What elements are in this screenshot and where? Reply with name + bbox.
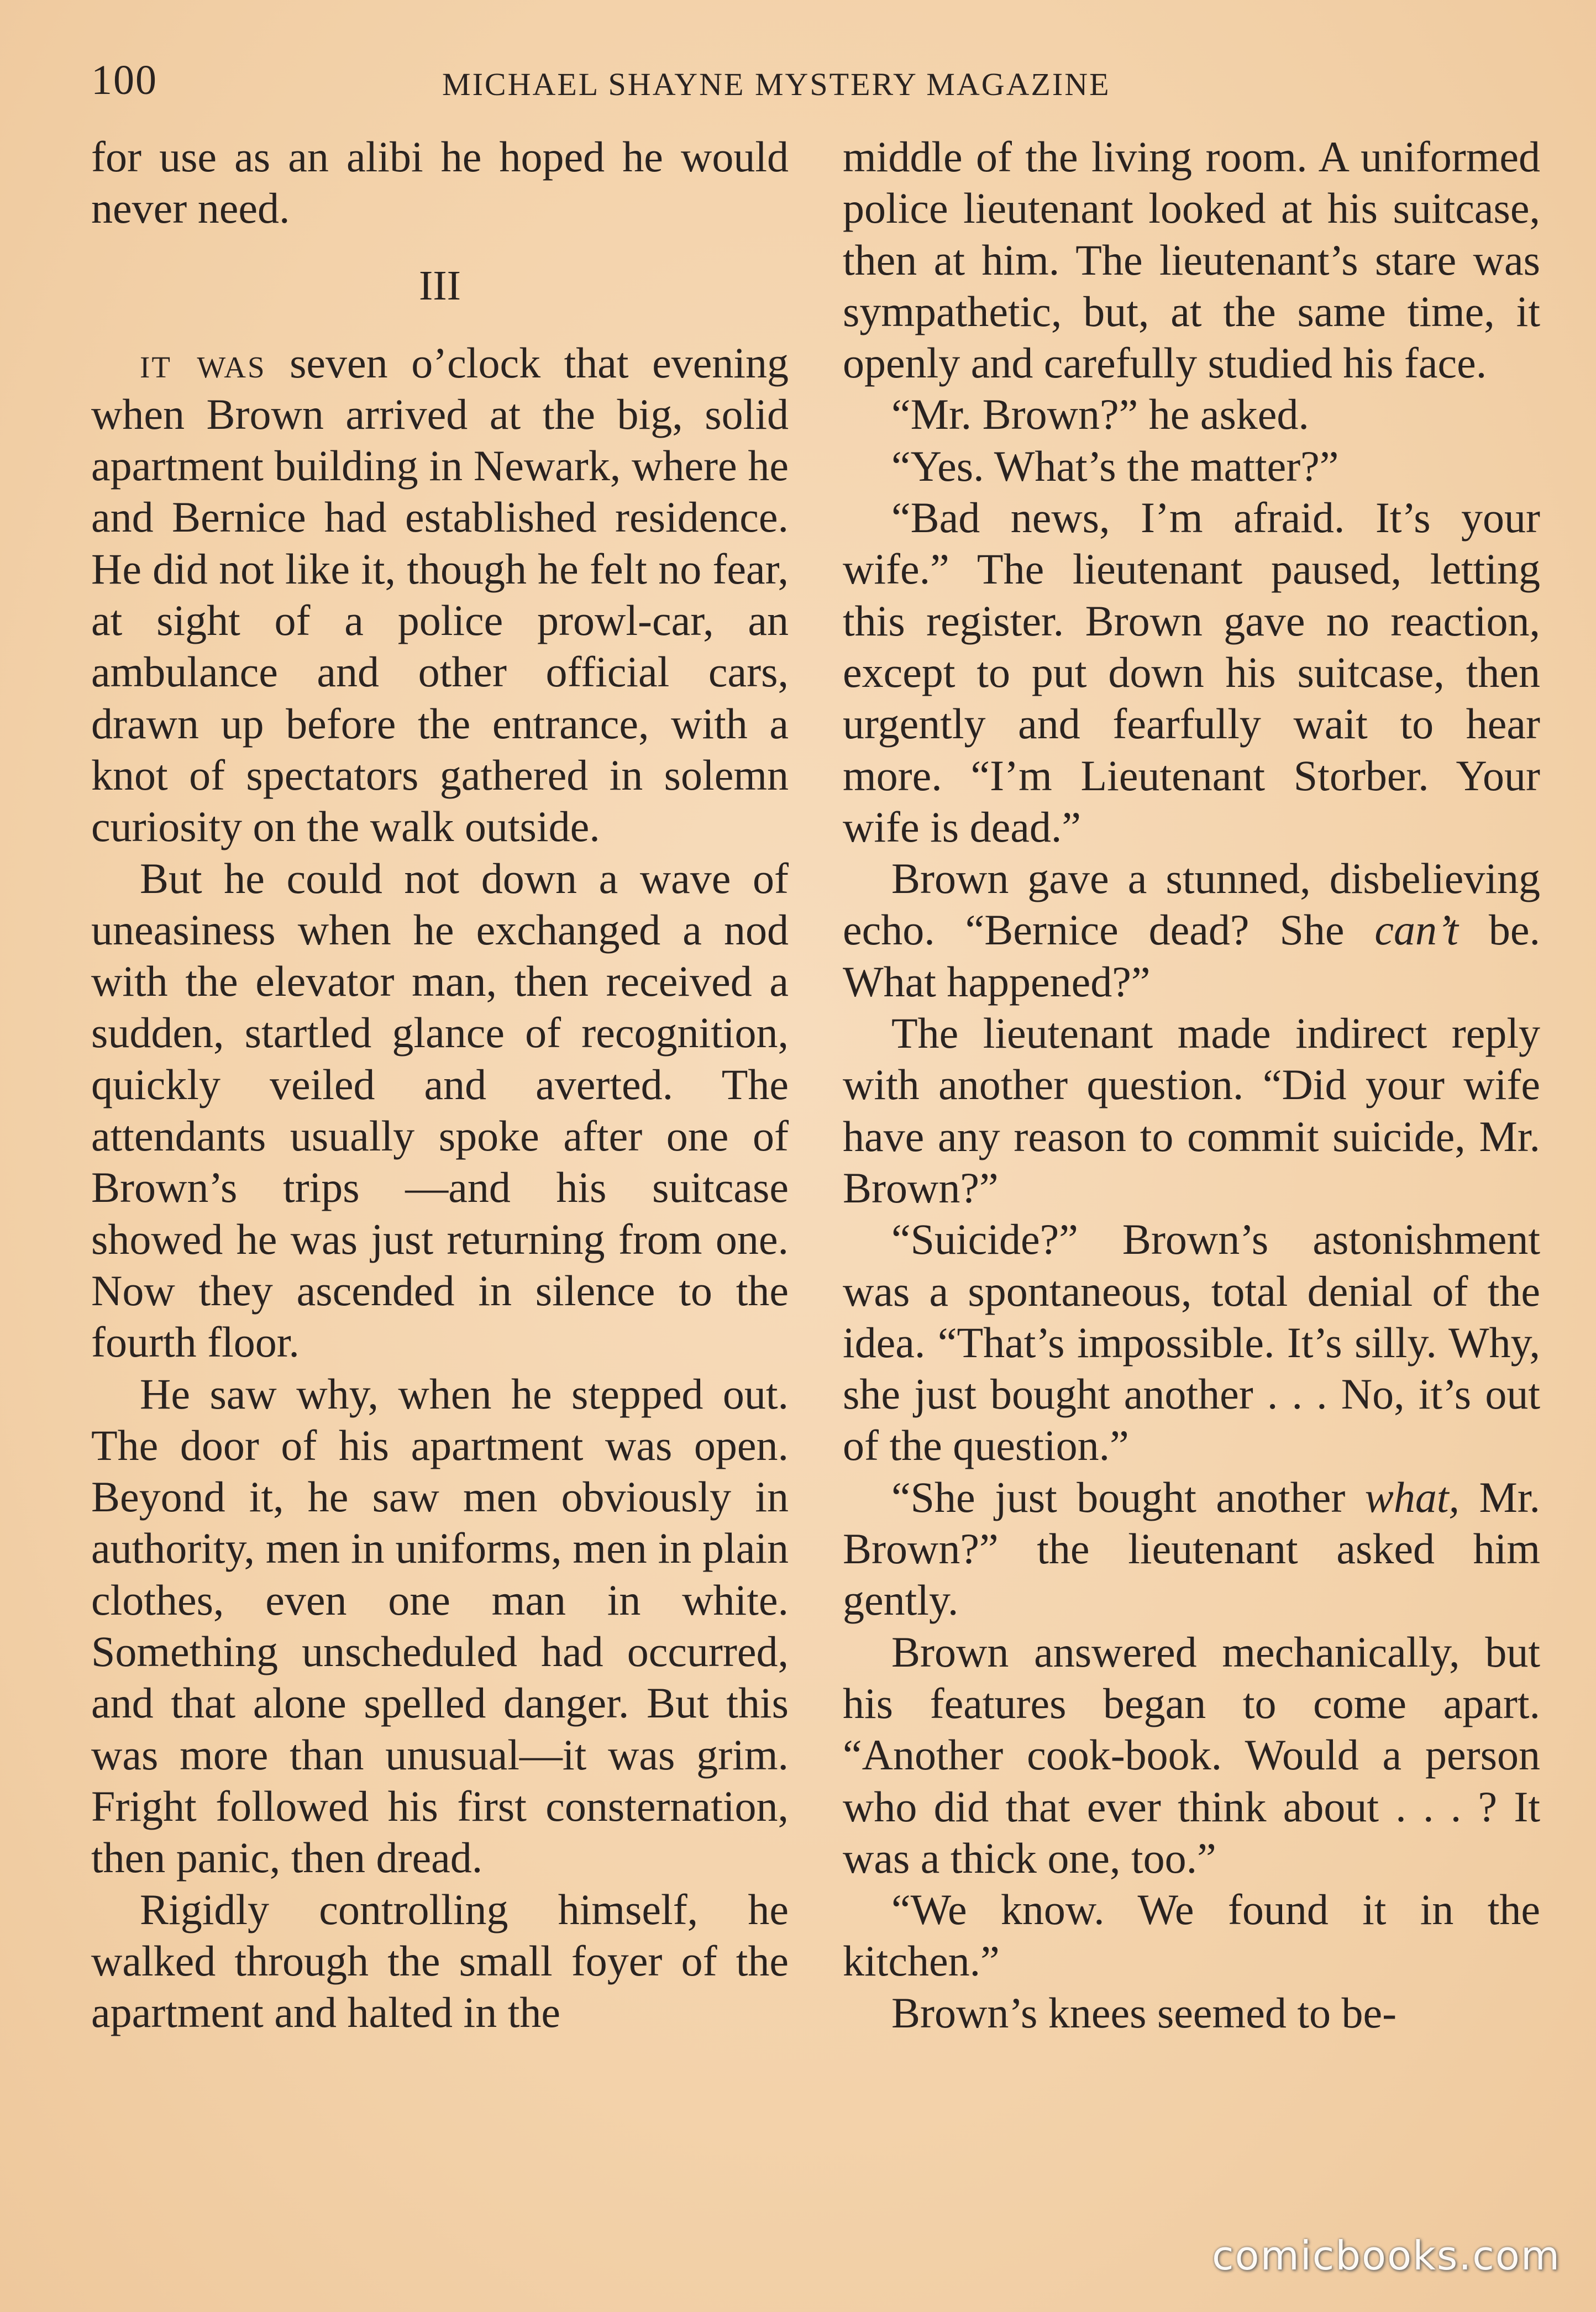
paragraph: He saw why, when he stepped out. The door of his apartment was open. Beyond it, he saw men obviously in authority, men in uniforms, men in plain clothes, even one man in white. Something unscheduled had occurred, and that alone spelled danger. But this was more than unusual—it was grim. Fright followed his first consternation, then panic, then dread. [91,1369,789,1882]
page-header [91,52,1545,108]
section-heading: III [419,262,461,309]
paragraph: “We know. We found it in the kitchen.” [843,1885,1540,1985]
running-title: MICHAEL SHAYNE MYSTERY MAGAZINE [442,66,1111,102]
paragraph: “Suicide?” Brown’s astonishment was a spontaneous, total denial of the idea. “That’s impossible. It’s silly. Why, she just bought another . . . No, it’s out of the question.” [843,1215,1540,1470]
italic-emphasis: can’t [1374,906,1458,954]
paragraph-text: seven o’clock that evening when Brown arrived at the big, solid apartment building in Newark, where he and Bernice had established residence. He did not like it, though he felt no fear, at sight of a police prowl-car, an ambulance and other official cars, drawn up before the entrance, with a knot of spectators gathered in solemn curiosity on the walk outside. [91,338,789,851]
italic-emphasis: what, [1364,1473,1460,1521]
paragraph-text: Brown gave a stunned, disbelieving echo. “Bernice dead? She [843,854,1540,954]
paragraph: Rigidly controlling himself, he walked through the small foyer of the apartment and halted in the [91,1885,789,2037]
paragraph [843,853,1540,1007]
paragraph: Brown’s knees seemed to be- [891,1988,1397,2037]
page-number: 100 [91,57,158,103]
paragraph [843,1472,1540,1626]
paragraph [91,337,789,853]
paragraph-text: Mr. Brown?” the lieutenant asked him gently. [843,1473,1541,1625]
paragraph: But he could not down a wave of uneasiness when he exchanged a nod with the elevator man, then received a sudden, startled glance of recognition, quickly veiled and averted. The attendants usually spoke after one of Brown’s trips —and his suitcase showed he was just returning from one. Now they ascended in silence to the fourth floor. [91,854,789,1367]
paragraph-text: “She just bought another [891,1473,1365,1521]
paragraph: The lieutenant made indirect reply with another question. “Did your wife have any reason to commit suicide, Mr. Brown?” [843,1009,1540,1212]
paragraph: middle of the living room. A uniformed police lieutenant looked at his suitcase, then at him. The lieutenant’s stare was sympathetic, but, at the same time, it openly and carefully studied his face. [843,133,1540,387]
paragraph: “Bad news, I’m afraid. It’s your wife.” The lieutenant paused, letting this register. Brown gave no reaction, except to put down his suitcase, then urgently and fearfully wait to hear more. “I’m Lieutenant Storber. Your wife is dead.” [843,493,1540,851]
paragraph-text: be. What happened?” [843,906,1540,1006]
paragraph: “Yes. What’s the matter?” [891,442,1339,490]
right-column [843,131,1540,2038]
paragraph-lead-smallcaps: it was [140,338,266,387]
left-column [91,131,789,2038]
watermark: comicbooks.com [1211,2232,1561,2279]
paragraph: Brown answered mechanically, but his features began to come apart. “Another cook-book. Would a person who did that ever think about . . . ? It was a thick one, too.” [843,1627,1540,1882]
paragraph: “Mr. Brown?” he asked. [891,390,1309,439]
paragraph: for use as an alibi he hoped he would never need. [91,133,789,233]
